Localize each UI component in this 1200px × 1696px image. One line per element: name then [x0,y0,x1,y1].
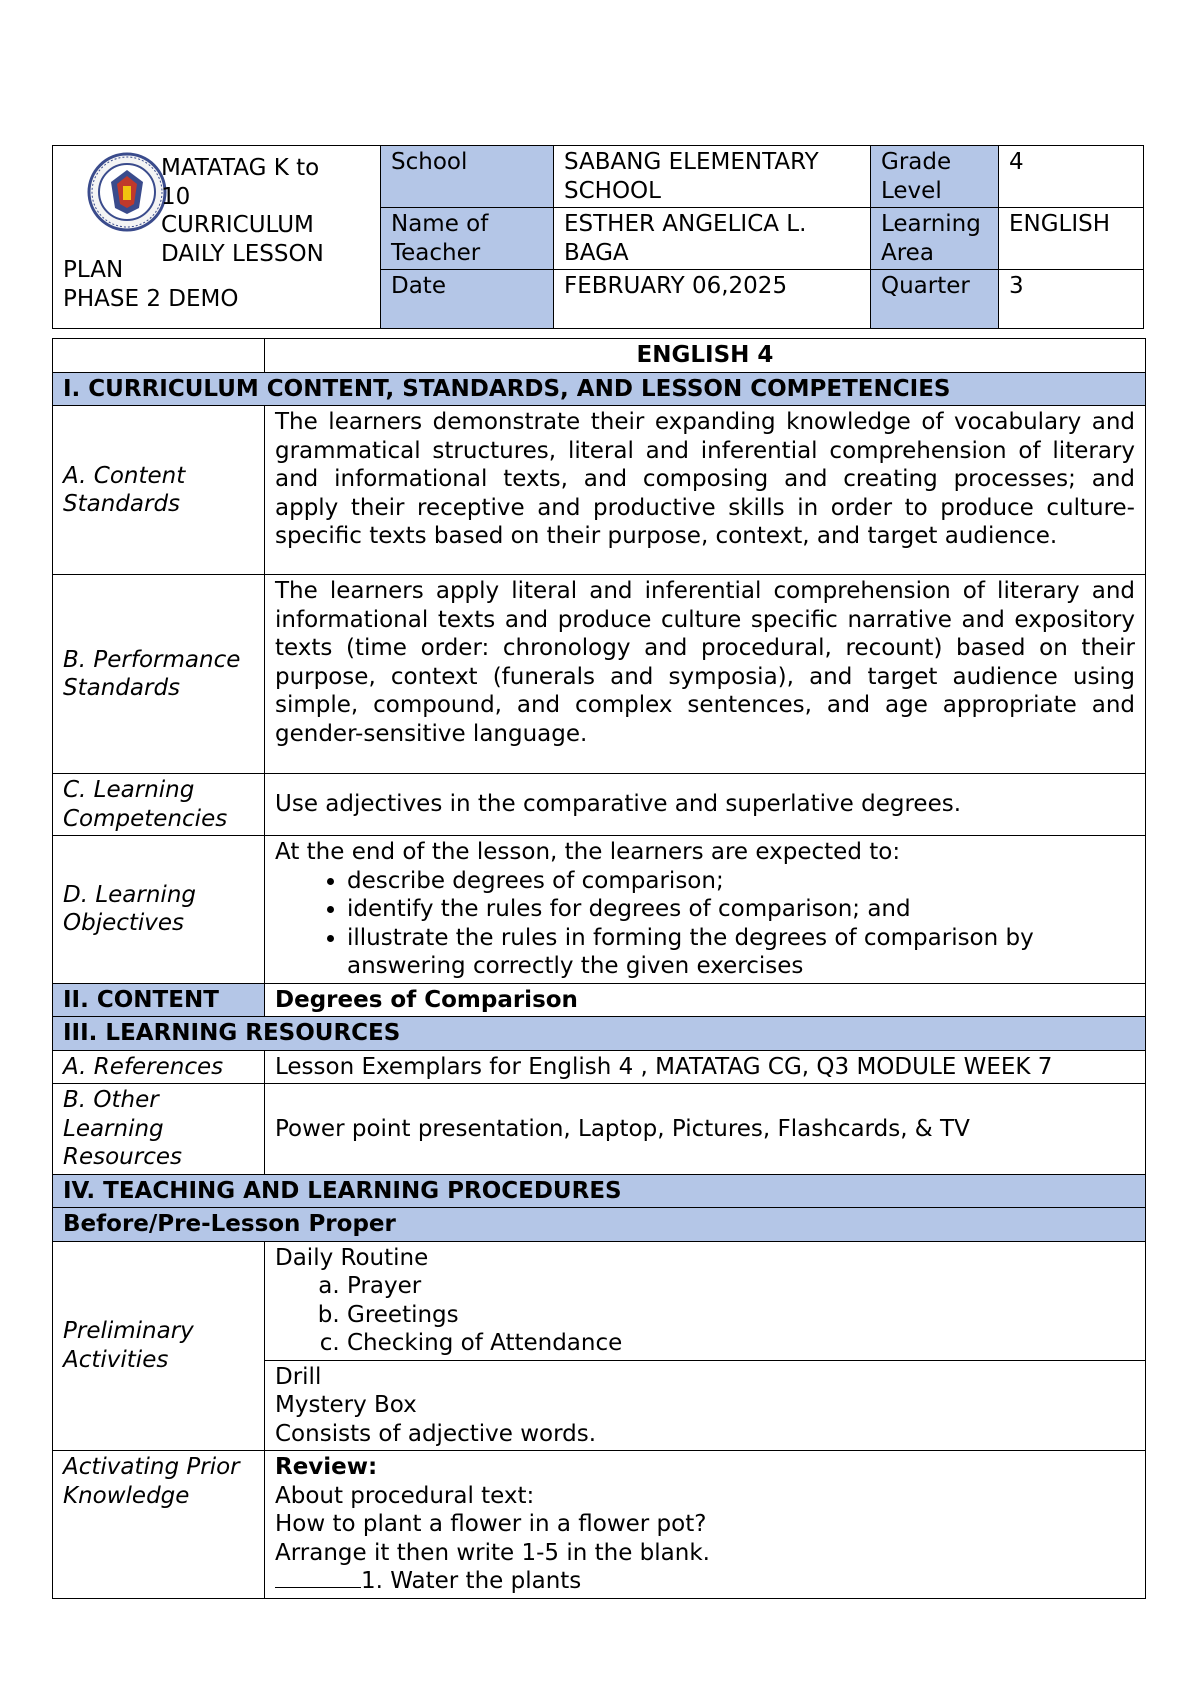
objective-item: • describe degrees of comparison; [347,867,1135,896]
school-value: SABANG ELEMENTARY SCHOOL [554,146,871,208]
school-label: School [381,146,554,208]
objective-item: • illustrate the rules in forming the degrees of comparison by answering correctly the given exercises [347,924,1135,981]
date-label: Date [381,270,554,329]
logo-title-cell [53,146,381,329]
performance-standards-text: The learners apply literal and inferential comprehension of literary and informational texts and produce culture specific narrative and expository texts (time order: chronology and procedural, recount) based on their purpose, context (funerals and symposia), and target audience using simple, compound, and complex sentences, and age appropriate and gender-sensitive language. [265,575,1146,774]
quarter-value: 3 [999,270,1144,329]
teacher-label: Name of Teacher [381,208,554,270]
review-item-1: 1. Water the plants [361,1568,582,1594]
objective-item: • identify the rules for degrees of comparison; and [347,895,1135,924]
competencies-label: C. Learning Competencies [53,774,265,836]
resources-title: III. LEARNING RESOURCES [53,1017,1146,1051]
prior-knowledge-label: Activating Prior Knowledge [53,1451,265,1599]
drill-title: Drill [275,1363,322,1390]
routine-item: a. Prayer [347,1272,1135,1301]
header-table [52,145,1144,329]
review-line-3: Arrange it then write 1-5 in the blank. [275,1539,710,1566]
objectives-label: D. Learning Objectives [53,836,265,984]
competencies-text: Use adjectives in the comparative and superlative degrees. [265,774,1146,836]
answer-blank[interactable] [275,1567,361,1588]
title-line-6: PHASE 2 DEMO [63,285,239,312]
subject-title: ENGLISH 4 [265,339,1146,373]
procedures-title: IV. TEACHING AND LEARNING PROCEDURES [53,1174,1146,1208]
drill-cell [265,1360,1146,1451]
preliminary-label: Preliminary Activities [53,1241,265,1451]
date-value: FEBRUARY 06,2025 [554,270,871,329]
title-line-3: CURRICULUM [161,212,314,238]
review-line-2: How to plant a flower in a flower pot? [275,1511,707,1537]
title-line-4: DAILY LESSON [161,240,324,267]
routine-item: c. Checking of Attendance [347,1329,1135,1358]
review-title: Review: [275,1454,378,1480]
area-value: ENGLISH [999,208,1144,270]
teacher-value: ESTHER ANGELICA L. BAGA [554,208,871,270]
lesson-plan-table [52,338,1146,1599]
other-resources-label: B. Other Learning Resources [53,1084,265,1175]
title-line-1: MATATAG K to [161,155,320,181]
title-line-5: PLAN [63,257,124,283]
daily-routine-cell [265,1241,1146,1360]
references-label: A. References [53,1050,265,1084]
title-line-2: 10 [161,183,191,210]
grade-value: 4 [999,146,1144,208]
routine-item: b. Greetings [347,1301,1135,1330]
objectives-list [275,867,1135,981]
performance-standards-label: B. Performance Standards [53,575,265,774]
deped-seal-icon [87,152,167,232]
section-1-title: I. CURRICULUM CONTENT, STANDARDS, AND LESSON COMPETENCIES [53,372,1146,406]
daily-routine-title: Daily Routine [275,1244,429,1271]
review-cell [265,1451,1146,1599]
content-standards-label: A. Content Standards [53,406,265,575]
objectives-intro: At the end of the lesson, the learners are expected to: [275,839,901,865]
objectives-cell [265,836,1146,984]
other-resources-value: Power point presentation, Laptop, Pictures, Flashcards, & TV [265,1084,1146,1175]
drill-line-3: Consists of adjective words. [275,1420,597,1447]
pre-lesson-title: Before/Pre-Lesson Proper [53,1208,1146,1242]
drill-line-2: Mystery Box [275,1392,417,1418]
content-standards-text: The learners demonstrate their expanding knowledge of vocabulary and grammatical structures, literal and inferential comprehension of literary and informational texts, and composing and creating processes; and apply their receptive and productive skills in order to produce culture-specific texts based on their purpose, context, and target audience. [265,406,1146,575]
content-label: II. CONTENT [53,983,265,1017]
content-value: Degrees of Comparison [265,983,1146,1017]
empty-cell [53,339,265,373]
review-item-1-row [275,1567,1135,1596]
daily-routine-list [275,1272,1135,1358]
references-value: Lesson Exemplars for English 4 , MATATAG CG, Q3 MODULE WEEK 7 [265,1050,1146,1084]
grade-label: Grade Level [871,146,999,208]
review-line-1: About procedural text: [275,1482,535,1509]
area-label: Learning Area [871,208,999,270]
quarter-label: Quarter [871,270,999,329]
